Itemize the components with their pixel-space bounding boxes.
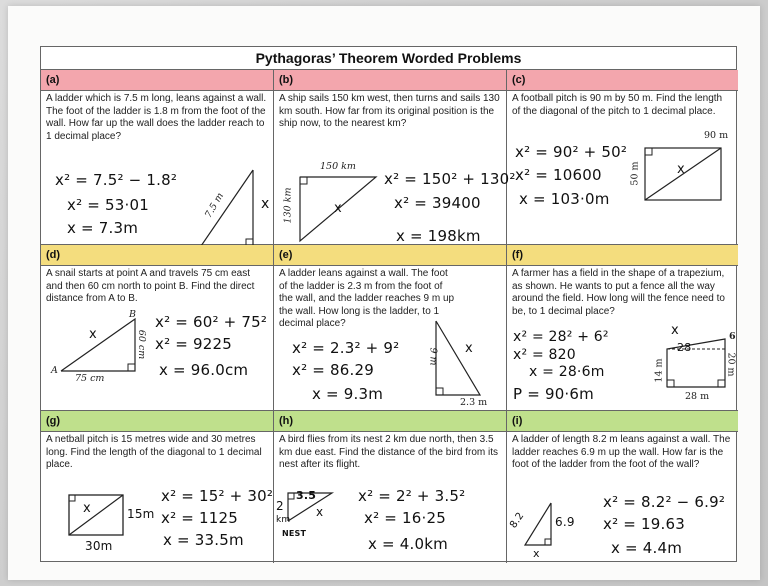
- cell-a-label: (a): [41, 70, 273, 91]
- worksheet-grid: [40, 46, 737, 562]
- cell-b-work-3: x = 198km: [396, 227, 481, 245]
- worksheet-paper: [8, 6, 760, 580]
- cell-a-hyp-label: 7.5 m: [203, 190, 227, 221]
- cell-c-work-1: x² = 90² + 50²: [515, 143, 628, 161]
- cell-h: [274, 411, 507, 563]
- cell-b-hyp-label: x: [334, 201, 342, 216]
- cell-f-question: A farmer has a field in the shape of a trapezium, as shown. He wants to put a fence all the way around the field. How long will the fence need to be, to 1 decimal place?: [512, 268, 725, 317]
- cell-f-work-1: x² = 28² + 6²: [513, 329, 609, 345]
- cell-c-side-label: 50 m: [629, 161, 641, 186]
- cell-h-work-3: x = 4.0km: [368, 535, 448, 553]
- cell-f-work-4: P = 90·6m: [513, 385, 594, 403]
- cell-d-question: A snail starts at point A and travels 75 cm east and then 60 cm north to point B. Find the direct distance from A to B.: [46, 268, 255, 304]
- cell-i-triangle: [523, 501, 555, 549]
- cell-f-inner-label: 28: [677, 341, 692, 354]
- cell-h-label: (h): [274, 411, 506, 432]
- cell-c-label: (c): [507, 70, 738, 91]
- cell-i-label: (i): [507, 411, 738, 432]
- cell-i-side-label: 6.9: [555, 515, 575, 529]
- cell-g-question: A netball pitch is 15 metres wide and 30 metres long. Find the length of the diagonal to 1 decimal place.: [46, 434, 262, 470]
- cell-h-work-1: x² = 2² + 3.5²: [358, 487, 466, 505]
- cell-h-top-label: 3.5: [296, 489, 317, 502]
- cell-a-work-1: x² = 7.5² − 1.8²: [55, 171, 178, 189]
- cell-i-work-3: x = 4.4m: [611, 539, 683, 557]
- cell-b-side-label: 130 km: [282, 187, 294, 224]
- cell-f-right-label: 20 m: [725, 352, 737, 377]
- cell-c-question: A football pitch is 90 m by 50 m. Find the length of the diagonal of the pitch to 1 decimal place.: [512, 93, 723, 117]
- cell-f-trapezium: [665, 337, 727, 389]
- cell-f-six-label: 6: [729, 331, 736, 342]
- cell-h-unit-label: km: [276, 515, 291, 525]
- cell-e-work-2: x² = 86.29: [292, 361, 374, 379]
- cell-g-work-1: x² = 15² + 30²: [161, 487, 274, 505]
- cell-f-label: (f): [507, 245, 738, 266]
- cell-h-side-label: 2: [276, 499, 284, 513]
- cell-e-hyp-label: x: [465, 341, 473, 356]
- cell-d-label: (d): [41, 245, 273, 266]
- cell-e-question: A ladder leans against a wall. The foot of the ladder is 2.3 m from the foot of the wall, and the ladder reaches 9 m up the wall. How long is the ladder, to 1 decimal place?: [279, 268, 455, 329]
- cell-i: [507, 411, 738, 563]
- cell-a: [41, 70, 274, 245]
- cell-i-work-2: x² = 19.63: [603, 515, 685, 533]
- worksheet-title: Pythagoras’ Theorem Worded Problems: [41, 47, 736, 70]
- cell-i-base-label: x: [533, 547, 540, 560]
- cell-g: [41, 411, 274, 563]
- cell-g-label: (g): [41, 411, 273, 432]
- cell-g-work-3: x = 33.5m: [163, 531, 244, 549]
- cell-b-question: A ship sails 150 km west, then turns and sails 130 km south. How far from its original position is the ship now, to the nearest km?: [279, 93, 500, 129]
- cell-e-work-3: x = 9.3m: [312, 385, 384, 403]
- cell-g-side-label: 15m: [127, 507, 155, 521]
- cell-a-work-3: x = 7.3m: [67, 219, 139, 237]
- cell-d-work-3: x = 96.0cm: [159, 361, 249, 379]
- cell-d-work-2: x² = 9225: [155, 335, 232, 353]
- cell-f: [507, 245, 738, 411]
- cell-c-work-3: x = 103·0m: [519, 190, 610, 208]
- cell-c: [507, 70, 738, 245]
- cell-b: [274, 70, 516, 245]
- cell-c-work-2: x² = 10600: [515, 166, 602, 184]
- cell-d-base-label: 75 cm: [75, 373, 105, 384]
- cell-e-label: (e): [274, 245, 506, 266]
- cell-h-question: A bird flies from its nest 2 km due north, then 3.5 km due east. Find the distance of the bird from its nest after its flight.: [279, 434, 498, 470]
- cell-b-label: (b): [274, 70, 506, 91]
- cell-d-hyp-label: x: [89, 327, 97, 342]
- cell-f-base-label: 28 m: [685, 391, 710, 402]
- cell-g-diag-label: x: [83, 501, 91, 516]
- cell-c-diag-label: x: [677, 162, 685, 177]
- cell-h-work-2: x² = 16·25: [364, 509, 446, 527]
- cell-i-hyp-label: 8.2: [508, 510, 527, 531]
- cell-f-work-3: x = 28·6m: [529, 364, 605, 380]
- cell-b-top-label: 150 km: [320, 161, 356, 172]
- cell-d-triangle: [59, 317, 139, 375]
- cell-b-work-1: x² = 150² + 130²: [384, 170, 516, 188]
- cell-g-base-label: 30m: [85, 539, 113, 553]
- cell-e-base-label: 2.3 m: [460, 397, 488, 408]
- cell-g-work-2: x² = 1125: [161, 509, 238, 527]
- cell-i-work-1: x² = 8.2² − 6.9²: [603, 493, 726, 511]
- cell-h-nest-label: NEST: [282, 529, 307, 538]
- cell-d-work-1: x² = 60² + 75²: [155, 313, 268, 331]
- cell-f-top-label: x: [671, 323, 679, 338]
- cell-f-left-label: 14 m: [653, 358, 665, 383]
- cell-e-work-1: x² = 2.3² + 9²: [292, 339, 400, 357]
- cell-i-question: A ladder of length 8.2 m leans against a wall. The ladder reaches 6.9 m up the wall. How far is the foot of the ladder from the foot of the wall?: [512, 434, 731, 470]
- cell-f-work-2: x² = 820: [513, 347, 576, 363]
- cell-h-hyp-label: x: [316, 505, 324, 519]
- cell-c-top-label: 90 m: [704, 130, 729, 141]
- cell-g-rectangle: [67, 493, 125, 537]
- cell-d: [41, 245, 274, 411]
- cell-b-work-2: x² = 39400: [394, 194, 481, 212]
- cell-e: [274, 245, 507, 411]
- cell-a-question: A ladder which is 7.5 m long, leans against a wall. The foot of the ladder is 1.8 m from the foot of the wall. How far up the wall does the ladder reach to 1 decimal place?: [46, 93, 267, 142]
- cell-d-point-a: A: [51, 365, 58, 376]
- cell-e-side-label: 9 m: [427, 347, 439, 366]
- cell-a-side-label: x: [261, 196, 270, 212]
- cell-e-triangle: [434, 319, 484, 399]
- cell-a-work-2: x² = 53·01: [67, 196, 149, 214]
- cell-d-side-label: 60 cm: [136, 329, 148, 360]
- cell-d-point-b: B: [129, 309, 136, 320]
